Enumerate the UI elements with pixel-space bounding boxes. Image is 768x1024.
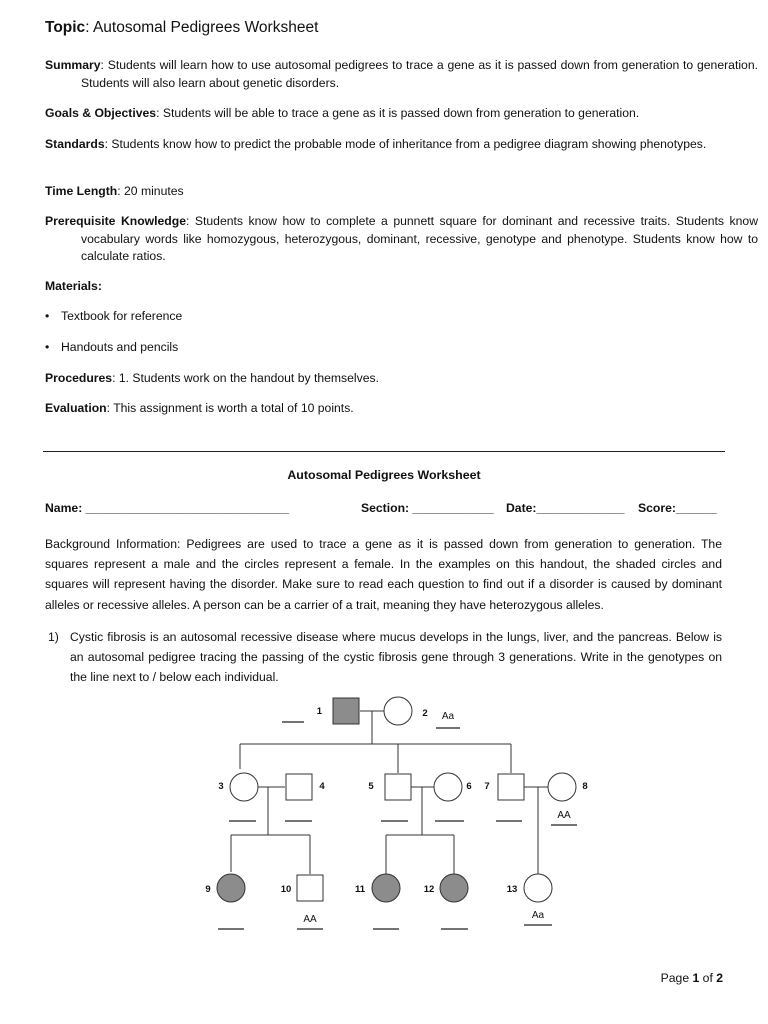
evaluation-paragraph: [45, 400, 722, 418]
female-circle-icon: [434, 773, 462, 801]
prereq-text: : Students know how to complete a punnett square for dominant and recessive traits. Students know vocabulary words like homozygous, heterozygous, dominant, recessive, genotype and phenotype. Students know how to calculate ratios.: [81, 214, 758, 263]
section-divider: [43, 451, 725, 452]
date-field[interactable]: Date:_____________: [506, 501, 625, 515]
individual-number: 6: [466, 781, 472, 792]
topic-text: : Autosomal Pedigrees Worksheet: [85, 19, 319, 36]
materials-heading: [45, 278, 722, 296]
individual-number: 9: [205, 884, 211, 895]
procedures-text: : 1. Students work on the handout by themselves.: [112, 371, 379, 385]
genotype-label: Aa: [531, 910, 545, 921]
background-paragraph: Background Information: Pedigrees are used to trace a gene as it is passed down from generation to generation. The squares represent a male and the circles represent a female. In the examples on this handout, the shaded circles and squares will represent having the disorder. Make sure to read each question to find out if a disorder is caused by dominant alleles or recessive alleles. A person can be a carrier of a trait, meaning they have heterozygous alleles.: [45, 537, 722, 612]
pedigree-individual-13: [507, 874, 552, 925]
standards-label: Standards: [45, 137, 105, 151]
pedigree-individual-6: [434, 773, 472, 821]
individual-number: 1: [316, 706, 322, 717]
female-circle-icon: [524, 874, 552, 902]
question-1: [45, 627, 722, 687]
male-square-icon: [333, 698, 359, 724]
genotype-label: AA: [557, 810, 571, 821]
pedigree-individual-2: [384, 697, 460, 728]
summary-paragraph: [45, 57, 758, 92]
individual-number: 2: [422, 708, 428, 719]
goals-label: Goals & Objectives: [45, 106, 157, 120]
pedigree-individual-10: [281, 875, 323, 929]
individual-number: 11: [354, 884, 366, 895]
topic-label: Topic: [45, 19, 86, 36]
pedigree-individual-3: [218, 773, 258, 821]
prereq-paragraph: [45, 213, 758, 266]
materials-item: [45, 309, 182, 323]
time-label: Time Length: [45, 184, 118, 198]
score-field[interactable]: Score:______: [638, 501, 717, 515]
evaluation-text: : This assignment is worth a total of 10 points.: [106, 401, 354, 415]
goals-paragraph: [45, 105, 758, 123]
section-field[interactable]: Section: ____________: [361, 501, 494, 515]
of-word: of: [699, 971, 717, 985]
pedigree-diagram: [0, 690, 768, 950]
page-number: 1: [692, 971, 700, 985]
materials-item: [45, 340, 178, 354]
standards-paragraph: [45, 136, 758, 154]
individual-number: 10: [280, 884, 292, 895]
individual-number: 12: [423, 884, 435, 895]
standards-text: : Students know how to predict the probable mode of inheritance from a pedigree diagram showing phenotypes.: [104, 137, 707, 151]
page-word: Page: [660, 971, 693, 985]
female-circle-icon: [384, 697, 412, 725]
individual-number: 5: [368, 781, 374, 792]
male-square-icon: [297, 875, 323, 901]
pedigree-individual-12: [424, 874, 468, 929]
pedigree-nodes: [205, 697, 587, 929]
pedigree-individual-4: [285, 774, 325, 821]
individual-number: 4: [319, 781, 325, 792]
page-footer: [661, 971, 723, 985]
female-circle-icon: [372, 874, 400, 902]
individual-number: 13: [506, 884, 518, 895]
pedigree-individual-7: [484, 774, 524, 821]
individual-number: 7: [484, 781, 490, 792]
male-square-icon: [385, 774, 411, 800]
female-circle-icon: [440, 874, 468, 902]
pedigree-individual-5: [368, 774, 411, 821]
male-square-icon: [286, 774, 312, 800]
pedigree-individual-1: [282, 698, 359, 724]
pedigree-individual-9: [205, 874, 245, 929]
question-number: 1): [48, 630, 59, 644]
topic-heading: [45, 19, 318, 37]
name-field[interactable]: Name: ______________________________: [45, 501, 289, 515]
prereq-label: Prerequisite Knowledge: [45, 214, 186, 228]
time-paragraph: [45, 183, 758, 201]
materials-label: Materials: [45, 279, 98, 293]
genotype-label: AA: [303, 914, 317, 925]
pedigree-individual-8: [548, 773, 588, 825]
genotype-label: Aa: [441, 711, 455, 722]
materials-item-text: Textbook for reference: [61, 309, 183, 323]
page-total: 2: [716, 971, 723, 985]
materials-item-text: Handouts and pencils: [61, 340, 179, 354]
procedures-label: Procedures: [45, 371, 113, 385]
question-text: Cystic fibrosis is an autosomal recessive disease where mucus develops in the lungs, liver, and the pancreas. Below is an autosomal pedigree tracing the passing of the cystic fibrosis gene through 3 generations. Write in the genotypes on the line next to / below each individual.: [70, 630, 722, 684]
female-circle-icon: [217, 874, 245, 902]
summary-label: Summary: [45, 58, 101, 72]
female-circle-icon: [230, 773, 258, 801]
worksheet-title: Autosomal Pedigrees Worksheet: [287, 468, 481, 482]
bullet-icon: •: [45, 340, 50, 354]
individual-number: 8: [582, 781, 588, 792]
materials-colon: :: [97, 279, 102, 293]
evaluation-label: Evaluation: [45, 401, 107, 415]
female-circle-icon: [548, 773, 576, 801]
summary-text: : Students will learn how to use autosomal pedigrees to trace a gene as it is passed down from generation to generation. Students will also learn about genetic disorders.: [81, 58, 758, 90]
goals-text: : Students will be able to trace a gene as it is passed down from generation to generation.: [156, 106, 640, 120]
individual-number: 3: [218, 781, 224, 792]
bullet-icon: •: [45, 309, 50, 323]
male-square-icon: [498, 774, 524, 800]
procedures-paragraph: [45, 370, 722, 388]
pedigree-individual-11: [355, 874, 400, 929]
time-text: : 20 minutes: [117, 184, 184, 198]
